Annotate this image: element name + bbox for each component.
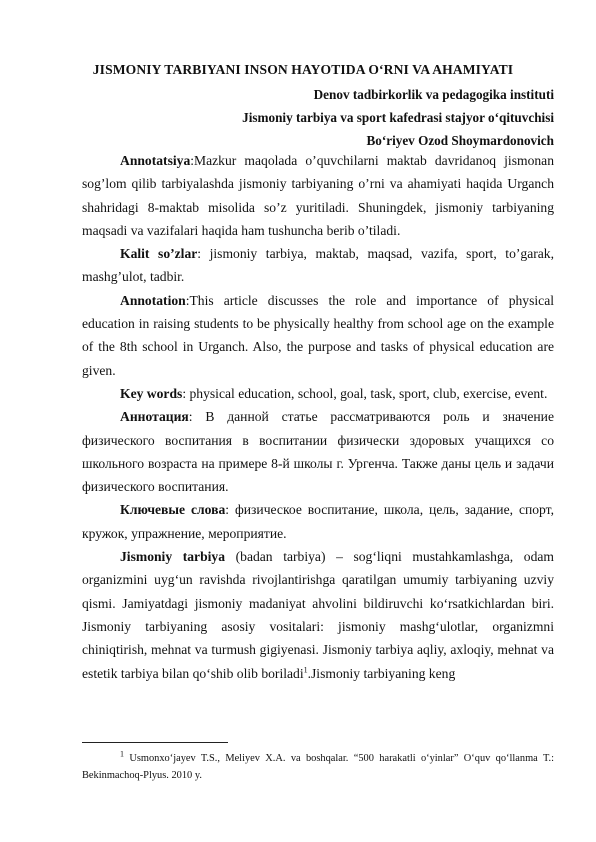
- annotatsiya-text: :Mazkur maqolada o’quvchilarni maktab davridanoq jismonan sog’lom qilib tarbiyalashda jismoniy tarbiyaning o’rni va ahamiyati haqida Urganch shahridagi 8-maktab misolida so’z yuritiladi. Shuningdek, jismoniy tarbiyaning maqsadi va vazifalari haqida ham tushuncha berib o’tiladi.: [82, 153, 554, 238]
- main-text: (badan tarbiya) – sog‘liqni mustahkamlashga, odam organizmini uyg‘un ravishda rivojlantirishga qaratilgan umumiy tarbiyaning uzviy qismi. Jamiyatdagi jismoniy madaniyat ahvolini bildiruvchi ko‘rsatkichlardan biri. Jismoniy tarbiyaning asosiy vositalari: jismoniy mashg‘ulotlar, organizmni chiniqtirish, mehnat va turmush gigiyenasi. Jismoniy tarbiya aqliy, axloqiy, mehnat va estetik tarbiya bilan qo‘shib olib boriladi: [82, 549, 554, 681]
- footnote-separator: [82, 742, 228, 743]
- author-position: Jismoniy tarbiya va sport kafedrasi stajyor o‘qituvchisi: [242, 110, 554, 125]
- keywords-en-label: Key words: [120, 385, 183, 401]
- footnote: [82, 750, 554, 784]
- annotatsiya-label: Annotatsiya: [120, 153, 191, 168]
- keywords-ru-text: : физическое воспитание, школа, цель, задание, спорт, кружок, упражнение, мероприятие.: [82, 502, 554, 541]
- annotation-ru-text: : В данной статье рассматриваются роль и значение физического воспитания в воспитании физически здоровых учащихся со школьного возраста на примере 8-й школы г. Ургенча. Также даны цель и задачи физического воспитания.: [82, 409, 554, 495]
- annotatsiya-paragraph: [82, 149, 554, 242]
- footnote-text: Usmonxo‘jayev T.S., Meliyev X.A. va boshqalar. “500 harakatli o‘yinlar” O‘quv qo‘llanma T.: Bekinmachoq-Plyus. 2010 y.: [82, 753, 554, 781]
- main-paragraph: [82, 545, 554, 685]
- annotation-en-label: Annotation: [120, 292, 186, 308]
- author-institute: Denov tadbirkorlik va pedagogika instituti: [313, 87, 554, 102]
- footnote-reference[interactable]: 1: [303, 665, 308, 674]
- keywords-en-paragraph: [82, 382, 554, 405]
- annotation-ru-label: Аннотация: [120, 409, 189, 425]
- kalit-text: : jismoniy tarbiya, maktab, maqsad, vazifa, sport, to’garak, mashg’ulot, tadbir.: [82, 246, 554, 285]
- main-text-continued: .Jismoniy tarbiyaning keng: [307, 665, 456, 681]
- footnote-paragraph: [82, 750, 554, 784]
- main-term: Jismoniy tarbiya: [120, 549, 226, 565]
- annotation-ru-paragraph: [82, 405, 554, 498]
- keywords-en-text: : physical education, school, goal, task, sport, club, exercise, event.: [182, 385, 548, 401]
- keywords-ru-label: Ключевые слова: [120, 502, 226, 518]
- author-name: Bo‘riyev Ozod Shoymardonovich: [366, 133, 554, 148]
- annotation-en-text: :This article discusses the role and importance of physical education in raising students to be physically healthy from school age on the example of the 8th school in Urganch. Also, the purpose and tasks of physical education are given.: [82, 292, 554, 378]
- annotation-en-paragraph: [82, 289, 554, 382]
- kalit-paragraph: [82, 242, 554, 289]
- footnote-number: 1: [120, 749, 124, 759]
- article-body: [82, 149, 554, 685]
- kalit-label: Kalit so’zlar: [120, 246, 198, 262]
- keywords-ru-paragraph: [82, 498, 554, 545]
- article-title: JISMONIY TARBIYANI INSON HAYOTIDA O‘RNI VA AHAMIYATI: [92, 62, 514, 77]
